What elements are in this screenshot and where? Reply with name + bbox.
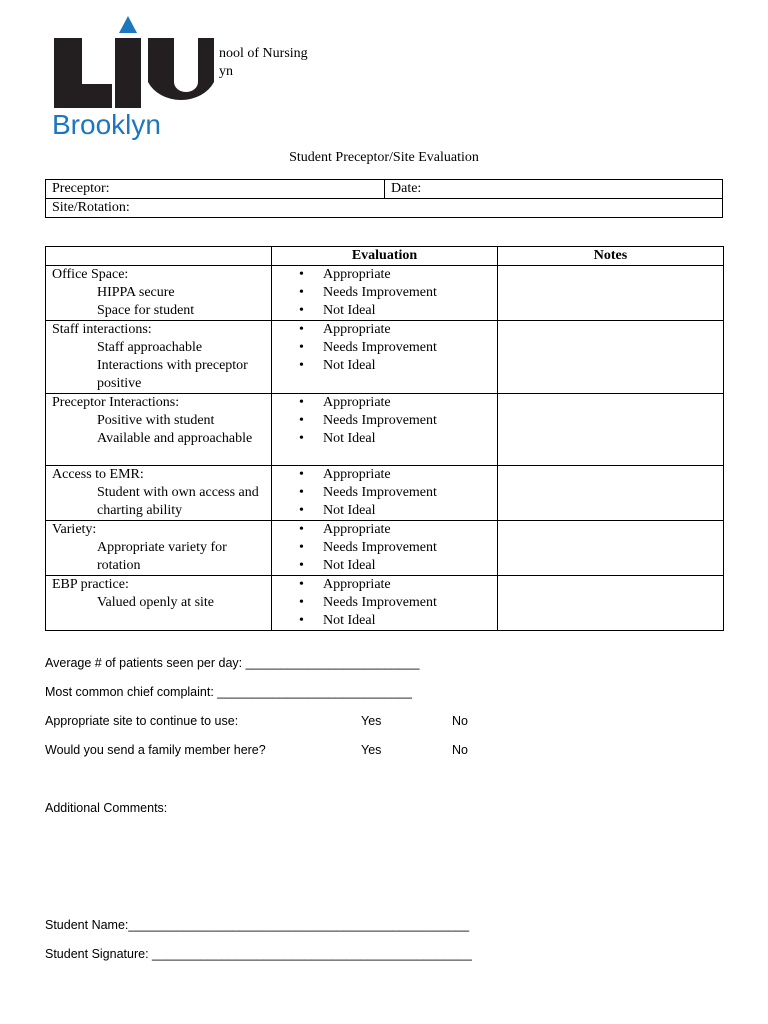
evaluation-row (46, 576, 724, 631)
preceptor-field[interactable]: Preceptor: (46, 180, 385, 199)
evaluation-options-list (272, 394, 497, 448)
evaluation-option[interactable]: • Appropriate (272, 576, 497, 594)
evaluation-option[interactable]: • Needs Improvement (272, 284, 497, 302)
evaluation-option[interactable]: • Not Ideal (272, 430, 497, 448)
site-rotation-field[interactable]: Site/Rotation: (46, 199, 723, 218)
document-title: Student Preceptor/Site Evaluation (289, 150, 479, 165)
criteria-subitem: Staff approachable (97, 340, 203, 355)
criteria-cell (46, 394, 272, 466)
criteria-subitem: Space for student (97, 303, 195, 318)
evaluation-row (46, 466, 724, 521)
continue-yes-option[interactable]: Yes (361, 714, 382, 728)
info-table (45, 179, 723, 218)
criteria-category: Staff interactions: (52, 322, 152, 337)
avg-patients-question[interactable]: Average # of patients seen per day: _________________________ (45, 656, 420, 670)
evaluation-option[interactable]: • Needs Improvement (272, 412, 497, 430)
family-no-option[interactable]: No (452, 743, 468, 757)
evaluation-option[interactable]: • Needs Improvement (272, 339, 497, 357)
family-yes-option[interactable]: Yes (361, 743, 382, 757)
criteria-subitem: Appropriate variety for rotation (97, 540, 227, 573)
evaluation-row (46, 321, 724, 394)
evaluation-options-cell (272, 321, 498, 394)
evaluation-option[interactable]: • Appropriate (272, 521, 497, 539)
criteria-subitem: Student with own access and charting ability (97, 485, 259, 518)
evaluation-option[interactable]: • Not Ideal (272, 357, 497, 375)
evaluation-options-list (272, 266, 497, 320)
date-field[interactable]: Date: (385, 180, 723, 199)
notes-cell[interactable] (498, 466, 724, 521)
evaluation-options-list (272, 466, 497, 520)
evaluation-options-list (272, 521, 497, 575)
evaluation-option[interactable]: • Not Ideal (272, 502, 497, 520)
evaluation-options-list (272, 576, 497, 630)
student-name-field[interactable]: Student Name:_________________________________________________ (45, 918, 470, 932)
header-notes: Notes (498, 247, 724, 266)
continue-site-question: Appropriate site to continue to use: (45, 714, 239, 728)
evaluation-option[interactable]: • Appropriate (272, 266, 497, 284)
criteria-category: Variety: (52, 522, 97, 537)
notes-cell[interactable] (498, 576, 724, 631)
header-line-2: yn (219, 64, 233, 79)
criteria-cell (46, 266, 272, 321)
criteria-category: Preceptor Interactions: (52, 395, 180, 410)
criteria-subitem: HIPPA secure (97, 285, 175, 300)
evaluation-option[interactable]: • Appropriate (272, 466, 497, 484)
evaluation-option[interactable]: • Not Ideal (272, 302, 497, 320)
criteria-cell (46, 466, 272, 521)
criteria-subitem: Valued openly at site (97, 595, 215, 610)
header-criteria (46, 247, 272, 266)
notes-cell[interactable] (498, 321, 724, 394)
additional-comments-label: Additional Comments: (45, 801, 168, 815)
criteria-category: Office Space: (52, 267, 129, 282)
criteria-subitem: Available and approachable (97, 431, 253, 446)
evaluation-option[interactable]: • Needs Improvement (272, 484, 497, 502)
evaluation-option[interactable]: • Not Ideal (272, 612, 497, 630)
criteria-cell (46, 521, 272, 576)
criteria-subitem: Positive with student (97, 413, 215, 428)
evaluation-table (45, 246, 724, 631)
student-signature-field[interactable]: Student Signature: ______________________________________________ (45, 947, 472, 961)
family-question: Would you send a family member here? (45, 743, 266, 757)
svg-text:Brooklyn: Brooklyn (52, 109, 161, 140)
evaluation-option[interactable]: • Needs Improvement (272, 594, 497, 612)
notes-cell[interactable] (498, 521, 724, 576)
criteria-category: Access to EMR: (52, 467, 144, 482)
notes-cell[interactable] (498, 266, 724, 321)
chief-complaint-question[interactable]: Most common chief complaint: ____________________________ (45, 685, 412, 699)
evaluation-option[interactable]: • Needs Improvement (272, 539, 497, 557)
evaluation-options-list (272, 321, 497, 375)
evaluation-row (46, 394, 724, 466)
criteria-cell (46, 576, 272, 631)
criteria-category: EBP practice: (52, 577, 129, 592)
evaluation-options-cell (272, 394, 498, 466)
evaluation-options-cell (272, 521, 498, 576)
criteria-subitem: Interactions with preceptor positive (97, 358, 248, 391)
liu-brooklyn-logo (48, 16, 218, 142)
evaluation-option[interactable]: • Appropriate (272, 321, 497, 339)
evaluation-option[interactable]: • Not Ideal (272, 557, 497, 575)
criteria-cell (46, 321, 272, 394)
evaluation-options-cell (272, 576, 498, 631)
header-line-1: nool of Nursing (219, 46, 308, 61)
evaluation-options-cell (272, 266, 498, 321)
school-header (219, 45, 308, 81)
header-evaluation: Evaluation (272, 247, 498, 266)
notes-cell[interactable] (498, 394, 724, 466)
evaluation-options-cell (272, 466, 498, 521)
evaluation-row (46, 521, 724, 576)
evaluation-option[interactable]: • Appropriate (272, 394, 497, 412)
continue-no-option[interactable]: No (452, 714, 468, 728)
evaluation-row (46, 266, 724, 321)
